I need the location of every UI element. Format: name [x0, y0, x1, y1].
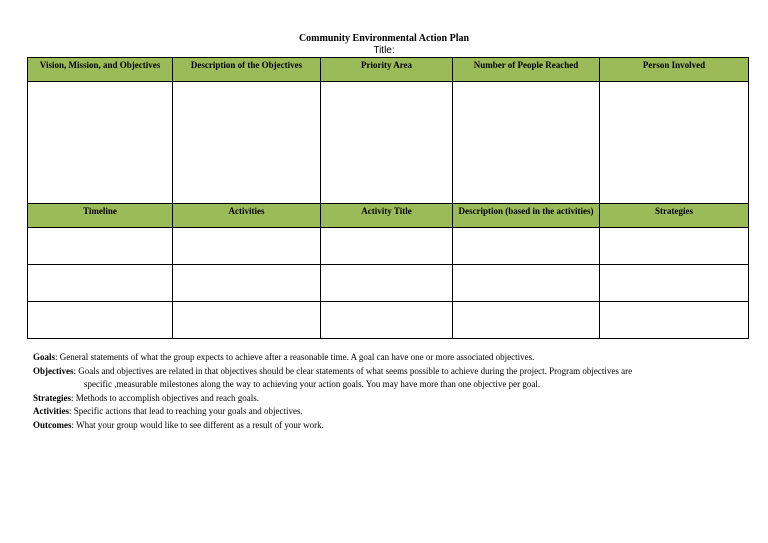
table-cell[interactable]: [321, 302, 453, 339]
definitions-notes: [33, 351, 753, 432]
table-cell[interactable]: [600, 228, 749, 265]
table-row: [28, 265, 749, 302]
column-header-description-objectives: Description of the Objectives: [173, 58, 321, 82]
note-separator: :: [71, 392, 76, 403]
column-header-people-reached: Number of People Reached: [453, 58, 600, 82]
note-term: Goals: [33, 352, 56, 362]
column-header-person-involved: Person Involved: [600, 58, 749, 82]
table-cell[interactable]: [453, 228, 600, 265]
table-cell[interactable]: [173, 228, 321, 265]
column-header-vision: Vision, Mission, and Objectives: [28, 58, 173, 82]
note-separator: :: [69, 406, 74, 416]
table-cell[interactable]: [173, 82, 321, 204]
document-subtitle: Title:: [373, 45, 395, 56]
table-cell[interactable]: [28, 228, 173, 265]
note-text: General statements of what the group expects to achieve after a reasonable time. A goal can have one or more associated objectives.: [59, 352, 535, 362]
table-cell[interactable]: [321, 228, 453, 265]
table-cell[interactable]: [453, 265, 600, 302]
table-header-row: [28, 58, 749, 82]
table-cell[interactable]: [600, 302, 749, 339]
note-continuation: specific ,measurable milestones along the way to achieving your action goals. You may have more than one objective per goal.: [84, 379, 541, 389]
note-text: Specific actions that lead to reaching your goals and objectives.: [73, 406, 303, 416]
note-text: What your group would like to see different as a result of your work.: [76, 419, 324, 430]
note-activities: [33, 405, 753, 419]
note-text: Methods to accomplish objectives and reach goals.: [75, 392, 259, 403]
note-objectives: [33, 365, 753, 392]
table-cell[interactable]: [453, 302, 600, 339]
table-cell[interactable]: [173, 302, 321, 339]
table-cell[interactable]: [173, 265, 321, 302]
note-separator: :: [55, 352, 60, 362]
table-cell[interactable]: [600, 82, 749, 204]
column-header-activity-title: Activity Title: [321, 204, 453, 228]
column-header-strategies: Strategies: [600, 204, 749, 228]
note-term: Activities: [33, 406, 69, 416]
table-cell[interactable]: [321, 265, 453, 302]
note-separator: :: [71, 419, 77, 430]
document-title: Community Environmental Action Plan: [298, 33, 470, 44]
note-text: Goals and objectives are related in that objectives should be clear statements of what seems possible to achieve during the project. Program objectives are: [78, 365, 633, 376]
note-strategies: [33, 392, 753, 406]
note-term: Objectives: [33, 365, 74, 376]
table-cell[interactable]: [28, 265, 173, 302]
column-header-description-activities: Description (based in the activities): [453, 204, 600, 228]
note-goals: [33, 351, 753, 365]
table-header-row: [28, 204, 749, 228]
column-header-priority-area: Priority Area: [321, 58, 453, 82]
note-term: Outcomes: [33, 419, 72, 430]
note-outcomes: [33, 419, 753, 433]
table-row: [28, 228, 749, 265]
table-cell[interactable]: [321, 82, 453, 204]
table-cell[interactable]: [453, 82, 600, 204]
note-term: Strategies: [33, 392, 71, 403]
column-header-activities: Activities: [173, 204, 321, 228]
action-plan-table: [27, 57, 749, 339]
table-row: [28, 302, 749, 339]
note-separator: :: [73, 365, 79, 376]
column-header-timeline: Timeline: [28, 204, 173, 228]
table-cell[interactable]: [28, 82, 173, 204]
table-row: [28, 82, 749, 204]
table-cell[interactable]: [600, 265, 749, 302]
table-cell[interactable]: [28, 302, 173, 339]
